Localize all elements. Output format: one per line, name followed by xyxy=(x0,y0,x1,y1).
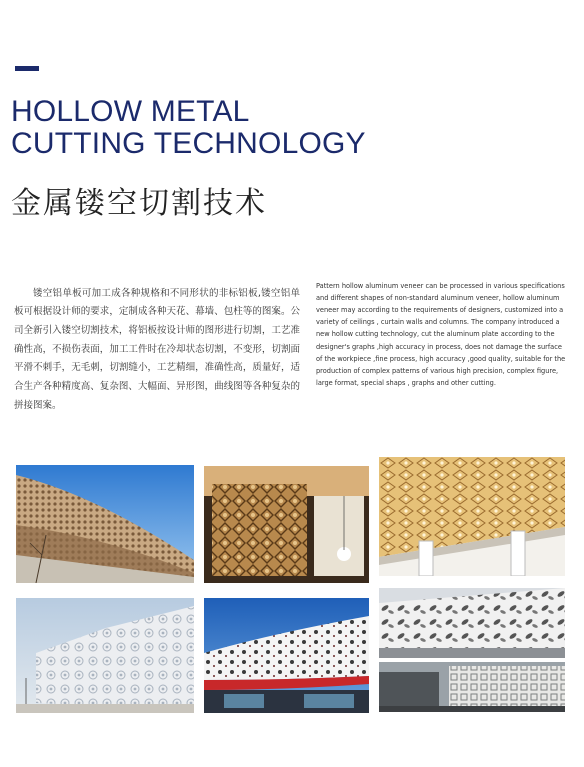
chinese-title: 金属镂空切割技术 xyxy=(11,186,267,221)
photo-leaf-pattern-panel xyxy=(379,588,565,658)
photo-ornamental-lattice-building xyxy=(379,662,565,712)
title-line-2: CUTTING TECHNOLOGY xyxy=(11,127,366,160)
photo-golden-lattice-interior xyxy=(204,466,369,583)
accent-bar xyxy=(15,66,39,71)
chinese-paragraph: 镂空铝单板可加工成各种规格和不同形状的非标铝板,镂空铝单板可根据设计师的要求，定制成各种天花、幕墙、包柱等的图案。公司全新引入镂空切割技术，将铝板按设计师的图形进行切割，工艺准确性高，不损伤表面，加工工件时在冷却状态切割，不变形，切割面平滑不刺手，无毛刺，切割缝小，工艺精细，准确性高，质量好，适合生产各种精度高、复杂图、大幅面、异形图，曲线图等各种复杂的拼接图案。 xyxy=(14,287,300,411)
photo-perforated-building xyxy=(204,598,369,713)
photo-ceiling-lattice xyxy=(379,457,565,576)
page-title xyxy=(11,96,366,160)
title-line-1: HOLLOW METAL xyxy=(11,95,250,128)
photo-white-floral-facade xyxy=(16,598,194,713)
photo-curved-facade xyxy=(16,465,194,583)
english-paragraph: Pattern hollow aluminum veneer can be processed in various specifications and different shapes of non-standard aluminum veneer, hollow aluminum veneer may according to the requirements of designers, customized into a variety of ceilings , curtain walls and columns. The company introduced a new hollow cutting technology, cut the aluminum plate according to the designer's graphs ,high accuracy in process, does not damage the surface of the workpiece ,fine process, high accuracy ,good quality, suitable for the production of complex patterns of various high precision, complex figure, large format, special shaps , graphs and other cutting. xyxy=(316,281,566,388)
